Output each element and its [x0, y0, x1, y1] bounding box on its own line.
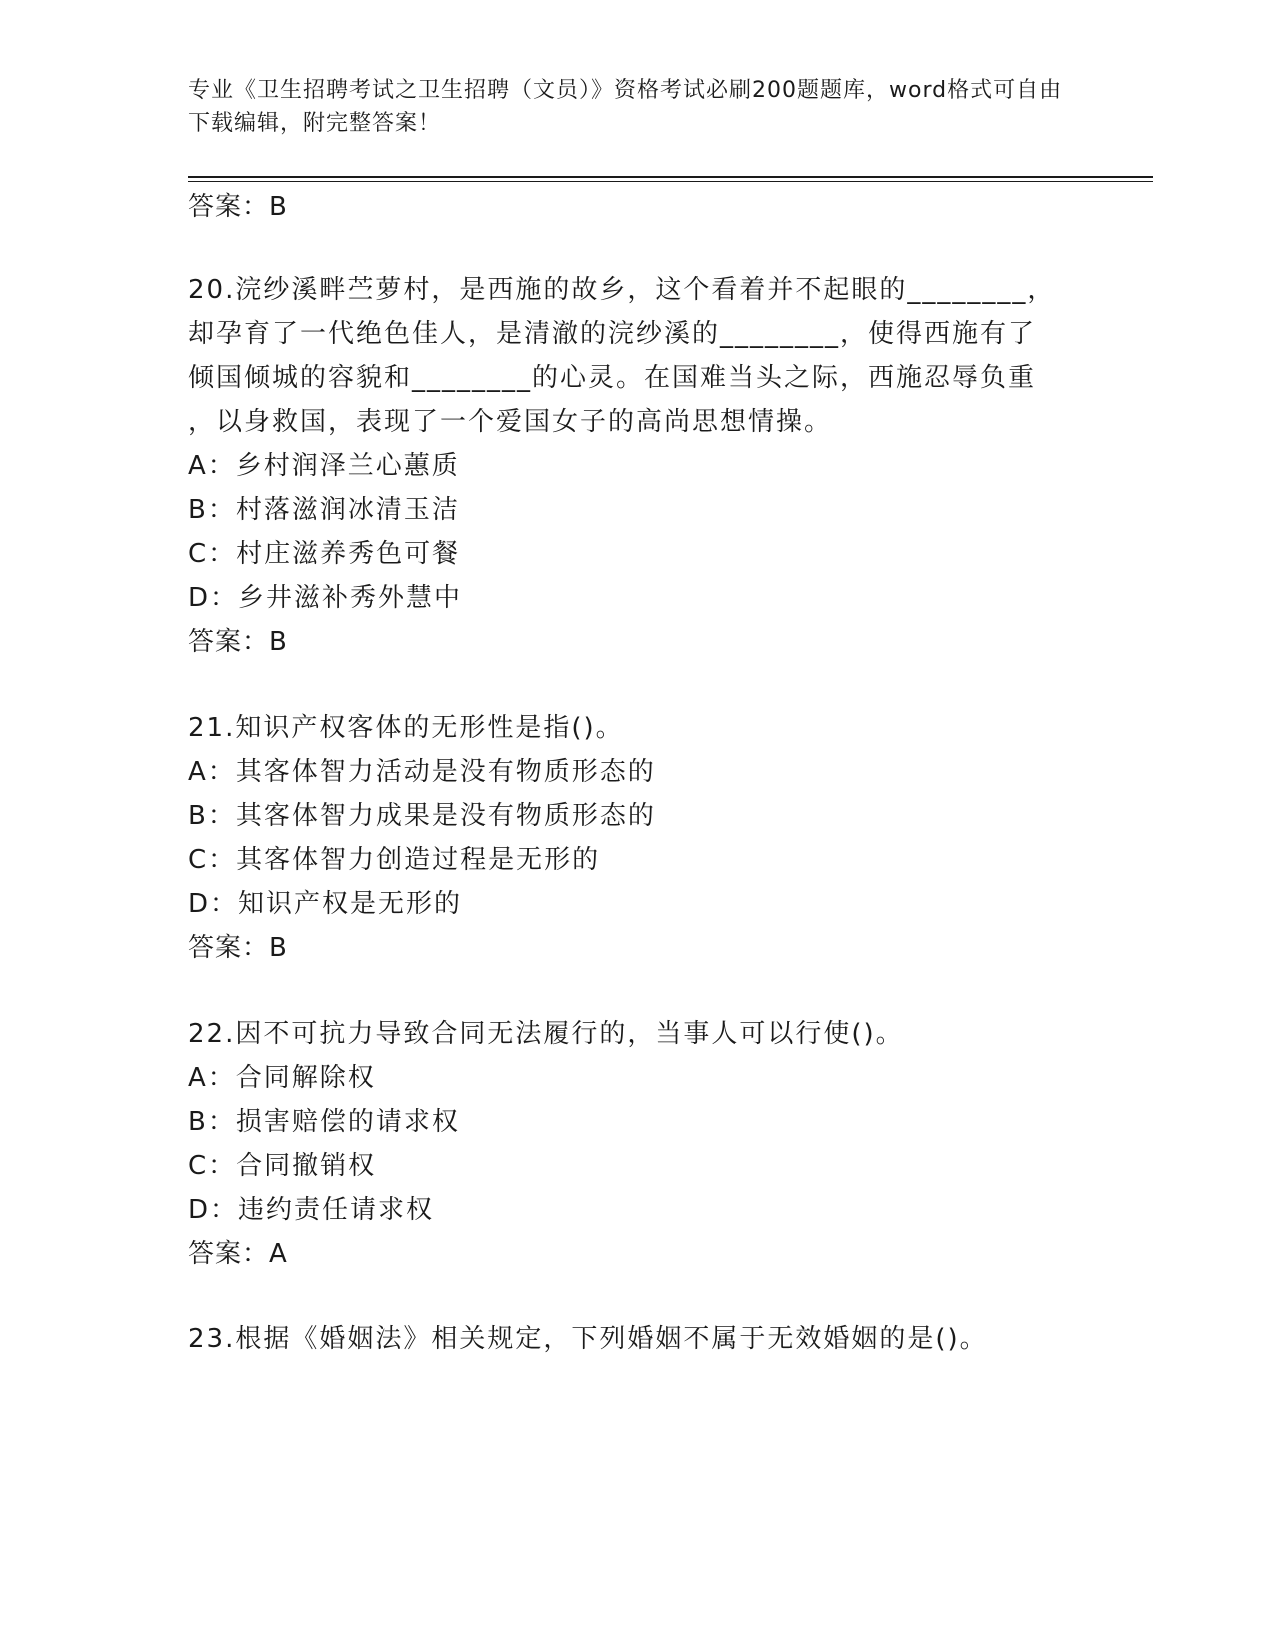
option-b: B：其客体智力成果是没有物质形态的 [188, 801, 656, 831]
option-d: D：知识产权是无形的 [188, 889, 463, 919]
question-stem-line: 却孕育了一代绝色佳人，是清澈的浣纱溪的________，使得西施有了 [188, 319, 1037, 349]
option-a: A：合同解除权 [188, 1063, 376, 1093]
question-stem-line: 23.根据《婚姻法》相关规定，下列婚姻不属于无效婚姻的是()。 [188, 1324, 988, 1354]
answer: 答案：B [188, 627, 288, 657]
header-divider [188, 176, 1153, 178]
option-c: C：村庄滋养秀色可餐 [188, 539, 461, 569]
answer: 答案：A [188, 1239, 288, 1269]
option-a: A：其客体智力活动是没有物质形态的 [188, 757, 656, 787]
question-stem-line: 21.知识产权客体的无形性是指()。 [188, 713, 624, 743]
document-header: 专业《卫生招聘考试之卫生招聘（文员）》资格考试必刷200题题库，word格式可自由下载编辑，附完整答案！ [188, 78, 1063, 136]
option-d: D：违约责任请求权 [188, 1195, 435, 1225]
question-stem-line: 22.因不可抗力导致合同无法履行的，当事人可以行使()。 [188, 1019, 904, 1049]
option-c: C：合同撤销权 [188, 1151, 377, 1181]
option-b: B：村落滋润冰清玉洁 [188, 495, 460, 525]
header-divider-thin [188, 181, 1153, 182]
option-b: B：损害赔偿的请求权 [188, 1107, 460, 1137]
answer: 答案：B [188, 933, 288, 963]
previous-answer: 答案：B [188, 192, 288, 222]
question-stem-line: 20.浣纱溪畔苎萝村，是西施的故乡，这个看着并不起眼的________， [188, 275, 1056, 305]
option-d: D：乡井滋补秀外慧中 [188, 583, 463, 613]
question-stem-line: ，以身救国，表现了一个爱国女子的高尚思想情操。 [188, 407, 833, 437]
question-stem-line: 倾国倾城的容貌和________的心灵。在国难当头之际，西施忍辱负重 [188, 363, 1037, 393]
option-a: A：乡村润泽兰心蕙质 [188, 451, 460, 481]
option-c: C：其客体智力创造过程是无形的 [188, 845, 601, 875]
